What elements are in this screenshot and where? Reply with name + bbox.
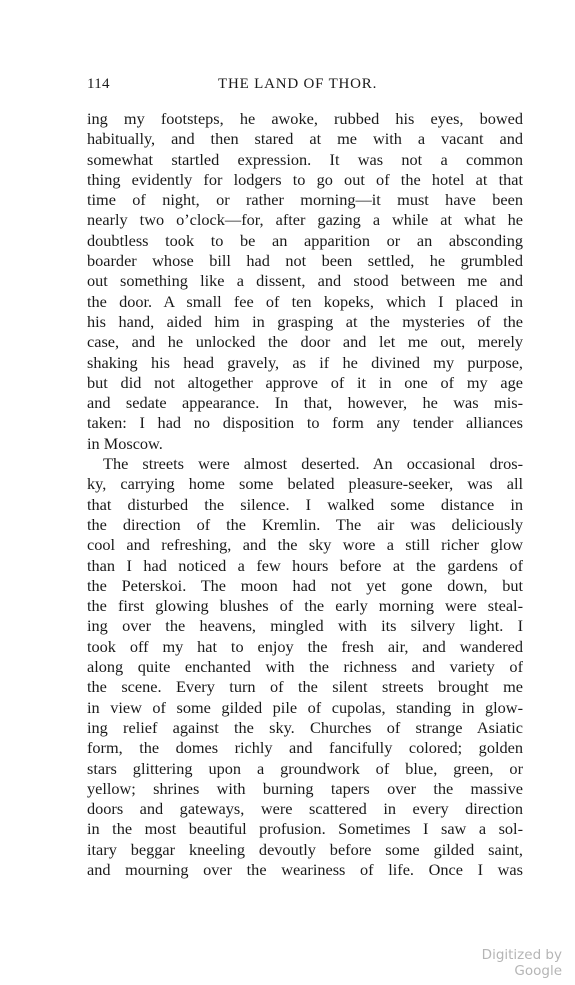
text-line: the door. A small fee of ten kopeks, which I placed in — [87, 291, 523, 311]
text-line: the direction of the Kremlin. The air was deliciously — [87, 514, 523, 534]
text-line: doors and gateways, were scattered in every direction — [87, 799, 523, 819]
text-line: the scene. Every turn of the silent streets brought me — [87, 677, 523, 697]
text-line: and mourning over the weariness of life. Once I was — [87, 859, 523, 879]
digitization-watermark: Digitized by Google — [481, 947, 562, 979]
text-line: taken: I had no disposition to form any tender alliances — [87, 413, 523, 433]
text-line: doubtless took to be an apparition or an absconding — [87, 230, 523, 250]
text-line: boarder whose bill had not been settled, he grumbled — [87, 251, 523, 271]
text-line: cool and refreshing, and the sky wore a still richer glow — [87, 535, 523, 555]
body-text — [87, 109, 523, 880]
paragraph-first-line: The streets were almost deserted. An occasional dros- — [103, 454, 523, 474]
text-line: in the most beautiful profusion. Sometimes I saw a sol- — [87, 819, 523, 839]
text-line: thing evidently for lodgers to go out of the hotel at that — [87, 169, 523, 189]
page-number: 114 — [87, 76, 110, 92]
text-line: in Moscow. — [87, 433, 163, 453]
text-line: shaking his head gravely, as if he divined my purpose, — [87, 352, 523, 372]
text-line: yellow; shrines with burning tapers over the massive — [87, 778, 523, 798]
text-line: ing relief against the sky. Churches of strange Asiatic — [87, 717, 523, 737]
text-line: habitually, and then stared at me with a vacant and — [87, 129, 523, 149]
text-line: and sedate appearance. In that, however, he was mis- — [87, 393, 523, 413]
text-line: nearly two o’clock—for, after gazing a while at what he — [87, 210, 523, 230]
running-head: THE LAND OF THOR. — [218, 76, 378, 92]
text-line: time of night, or rather morning—it must have been — [87, 190, 523, 210]
text-line: but did not altogether approve of it in one of my age — [87, 372, 523, 392]
text-line: form, the domes richly and fancifully colored; golden — [87, 738, 523, 758]
text-line: stars glittering upon a groundwork of blue, green, or — [87, 758, 523, 778]
text-line: the Peterskoi. The moon had not yet gone down, but — [87, 575, 523, 595]
text-line: took off my hat to enjoy the fresh air, and wandered — [87, 636, 523, 656]
text-line: along quite enchanted with the richness and variety of — [87, 657, 523, 677]
text-line: than I had noticed a few hours before at the gardens of — [87, 555, 523, 575]
page-header — [87, 76, 523, 96]
text-line: the first glowing blushes of the early morning were steal- — [87, 596, 523, 616]
text-line: that disturbed the silence. I walked some distance in — [87, 494, 523, 514]
text-line: case, and he unlocked the door and let me out, merely — [87, 332, 523, 352]
text-line: ing my footsteps, he awoke, rubbed his eyes, bowed — [87, 109, 523, 128]
text-line: his hand, aided him in grasping at the mysteries of the — [87, 311, 523, 331]
text-line: itary beggar kneeling devoutly before some gilded saint, — [87, 839, 523, 859]
text-line: ky, carrying home some belated pleasure-seeker, was all — [87, 474, 523, 494]
text-line: somewhat startled expression. It was not a common — [87, 149, 523, 169]
text-line: in view of some gilded pile of cupolas, standing in glow- — [87, 697, 523, 717]
text-line: out something like a dissent, and stood between me and — [87, 271, 523, 291]
text-line: ing over the heavens, mingled with its silvery light. I — [87, 616, 523, 636]
